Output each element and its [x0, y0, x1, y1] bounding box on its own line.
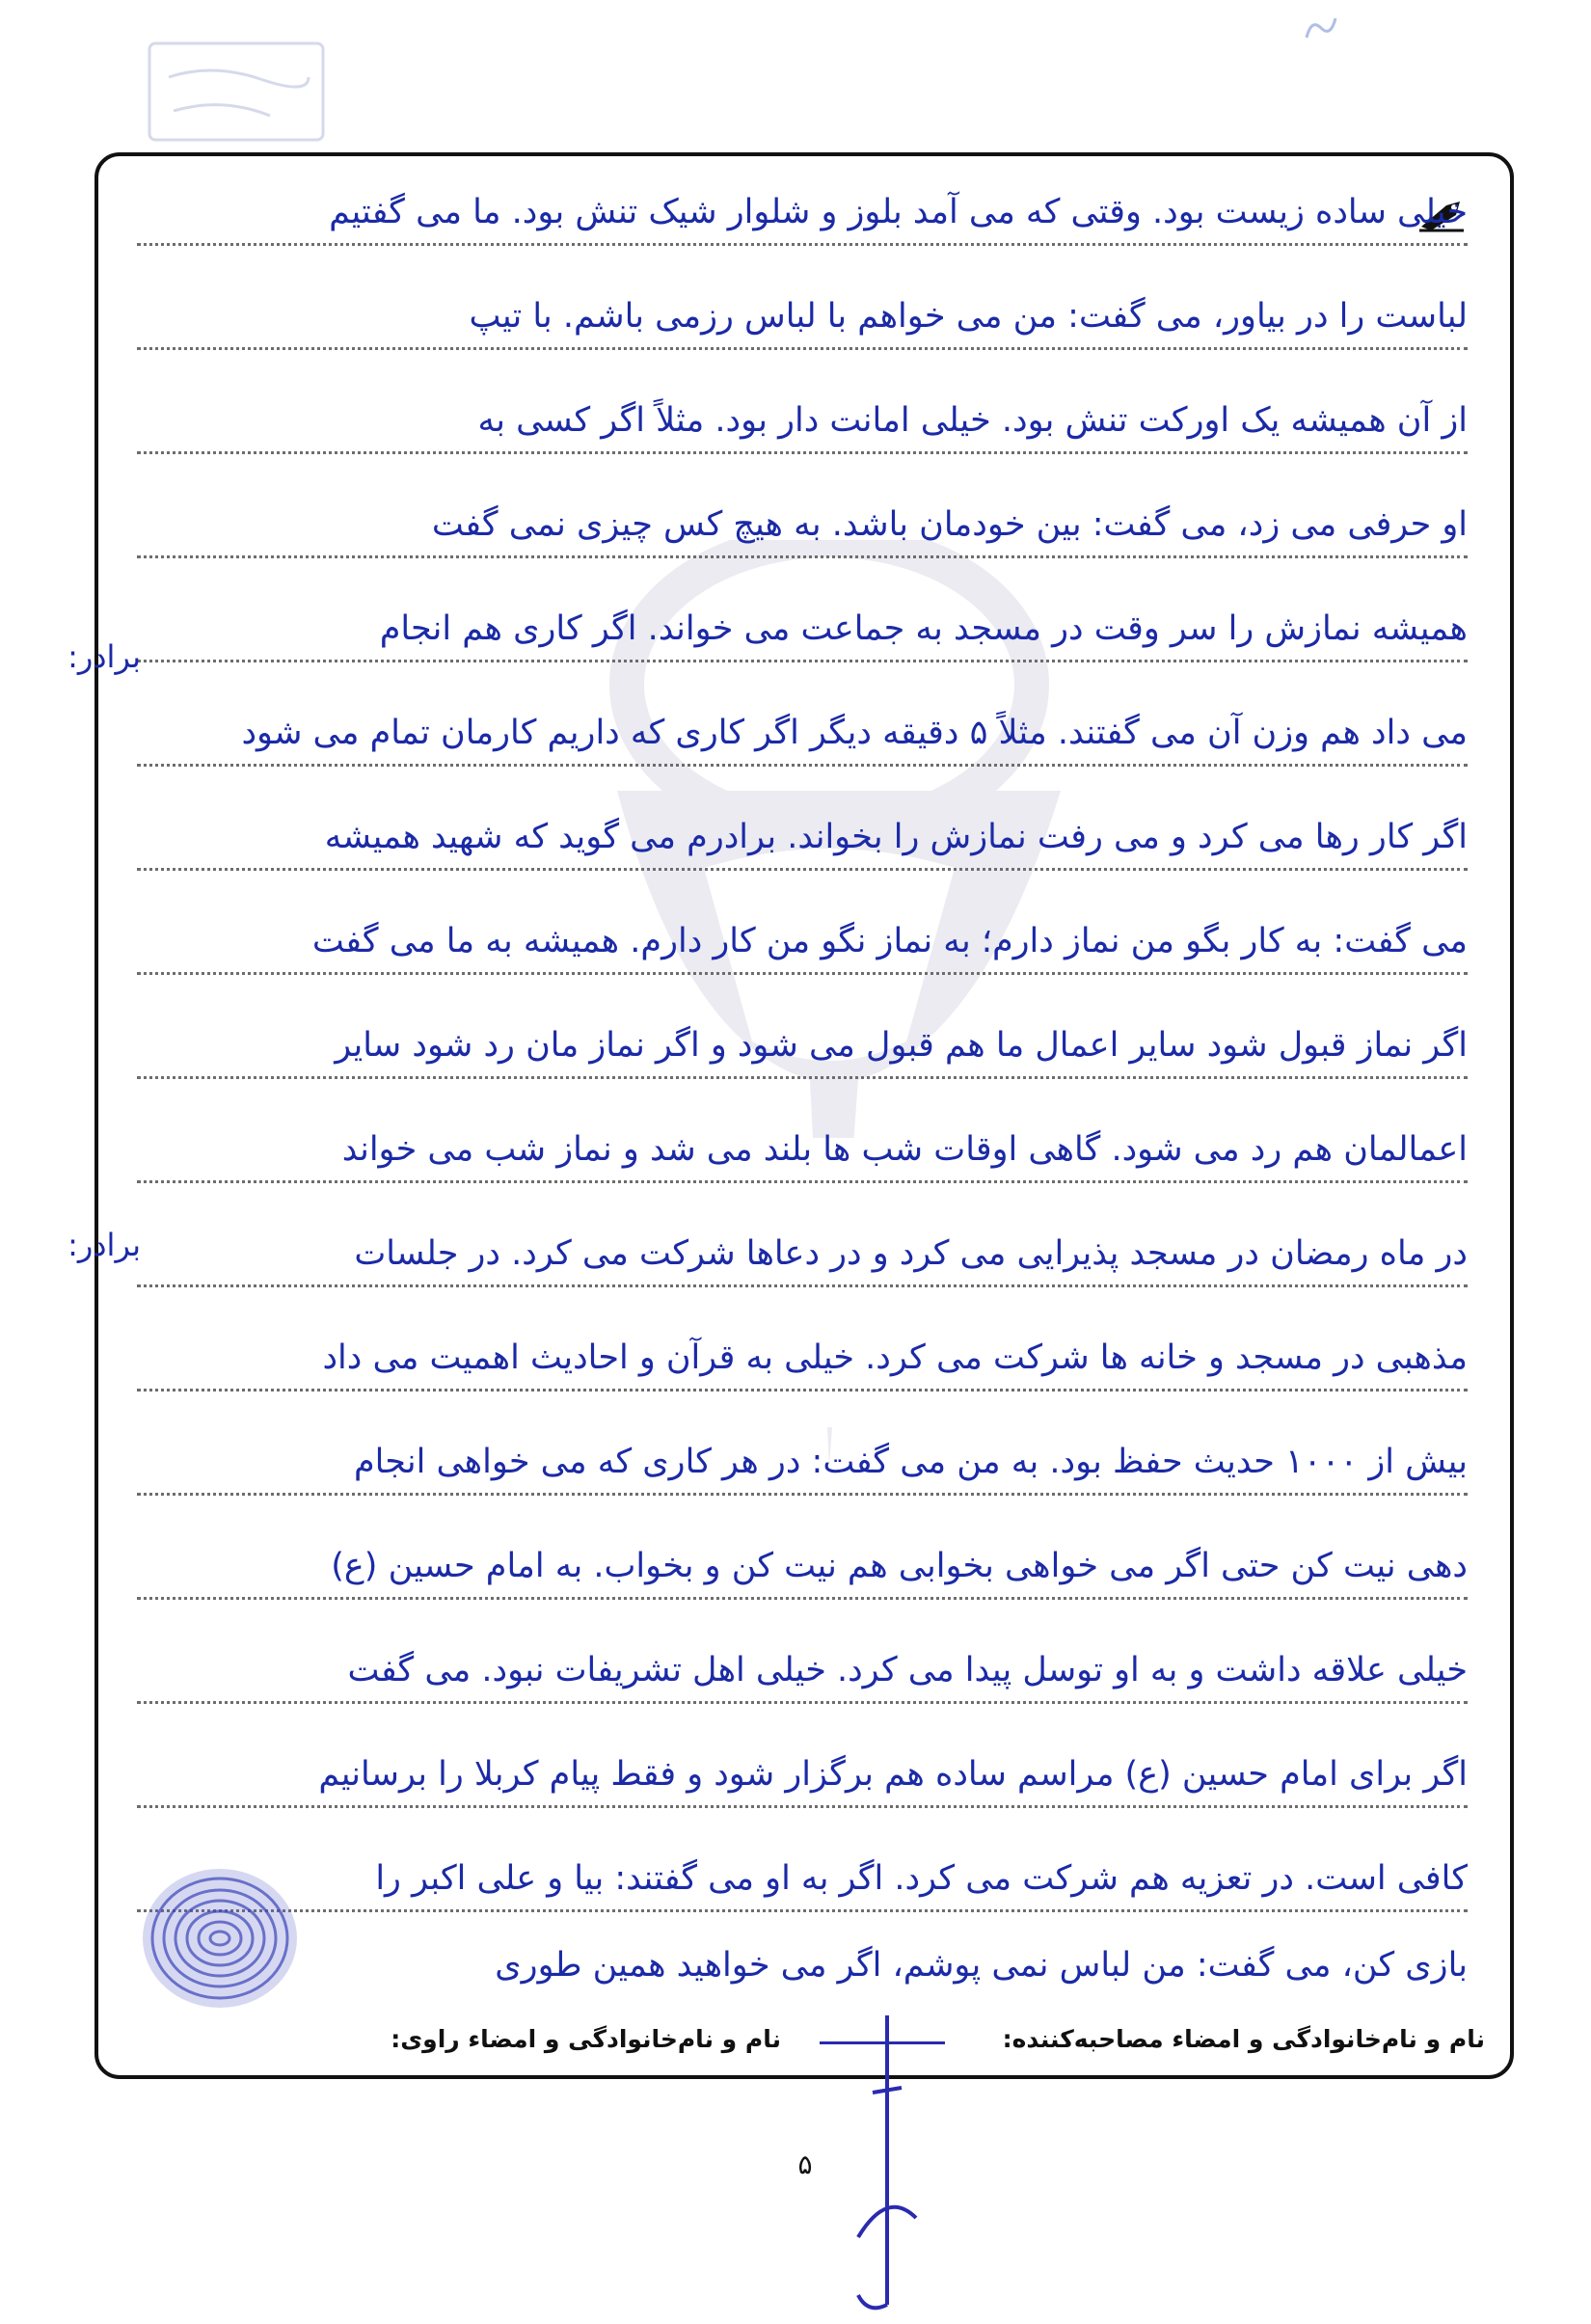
handwritten-line: خیلی علاقه داشت و به او توسل پیدا می کرد. خیلی اهل تشریفات نبود. می گفت — [137, 1643, 1468, 1704]
handwritten-line: همیشه نمازش را سر وقت در مسجد به جماعت می خواند. اگر کاری هم انجام — [137, 602, 1468, 662]
handwritten-line: از آن همیشه یک اورکت تنش بود. خیلی امانت دار بود. مثلاً اگر کسی به — [137, 393, 1468, 454]
interviewer-signature-label: نام و نام‌خانوادگی و امضاء مصاحبه‌کننده: — [1002, 2025, 1485, 2053]
handwritten-line: بیش از ۱۰۰۰ حدیث حفظ بود. به من می گفت: در هر کاری که می خواهی انجام — [137, 1435, 1468, 1496]
signature-footer — [125, 2025, 1495, 2064]
fingerprint-mark — [133, 1861, 307, 2015]
handwritten-line: اگر نماز قبول شود سایر اعمال ما هم قبول می شود و اگر نماز مان رد شود سایر — [137, 1018, 1468, 1079]
page-number: ۵ — [797, 2148, 813, 2180]
narrator-signature-label: نام و نام‌خانوادگی و امضاء راوی: — [391, 2025, 781, 2053]
handwritten-line: در ماه رمضان در مسجد پذیرایی می کرد و در دعاها شرکت می کرد. در جلسات — [137, 1227, 1468, 1287]
margin-note: برادر: — [67, 638, 141, 675]
corner-pen-mark — [1302, 14, 1340, 42]
handwritten-line: می داد هم وزن آن می گفتند. مثلاً ۵ دقیقه دیگر اگر کاری که داریم کارمان تمام می شود — [137, 706, 1468, 767]
handwritten-line: خیلی ساده زیست بود. وقتی که می آمد بلوز و شلوار شیک تنش بود. ما می گفتیم — [137, 185, 1468, 246]
handwritten-line: می گفت: به کار بگو من نماز دارم؛ به نماز نگو من کار دارم. همیشه به ما می گفت — [137, 914, 1468, 975]
faded-stamp-mark — [145, 39, 328, 145]
handwritten-line: دهی نیت کن حتی اگر می خواهی بخوابی هم نیت کن و بخواب. به امام حسین (ع) — [137, 1539, 1468, 1600]
handwritten-line: کافی است. در تعزیه هم شرکت می کرد. اگر به او می گفتند: بیا و علی اکبر را — [137, 1851, 1468, 1912]
handwritten-line: لباست را در بیاور، می گفت: من می خواهم با لباس رزمی باشم. با تیپ — [137, 289, 1468, 350]
handwritten-line: اعمالمان هم رد می شود. گاهی اوقات شب ها بلند می شد و نماز شب می خواند — [137, 1122, 1468, 1183]
handwritten-signature — [849, 2015, 926, 2324]
handwritten-line: اگر کار رها می کرد و می رفت نمازش را بخواند. برادرم می گوید که شهید همیشه — [137, 810, 1468, 871]
handwritten-line: مذهبی در مسجد و خانه ها شرکت می کرد. خیلی به قرآن و احادیث اهمیت می داد — [137, 1331, 1468, 1392]
handwritten-line: او حرفی می زد، می گفت: بین خودمان باشد. به هیچ کس چیزی نمی گفت — [137, 498, 1468, 558]
margin-note: برادر: — [67, 1227, 141, 1263]
handwritten-line: اگر برای امام حسین (ع) مراسم ساده هم برگزار شود و فقط پیام کربلا را برسانیم — [137, 1747, 1468, 1808]
handwritten-line: بازی کن، می گفت: من لباس نمی پوشم، اگر می خواهید همین طوری — [495, 1946, 1468, 1985]
